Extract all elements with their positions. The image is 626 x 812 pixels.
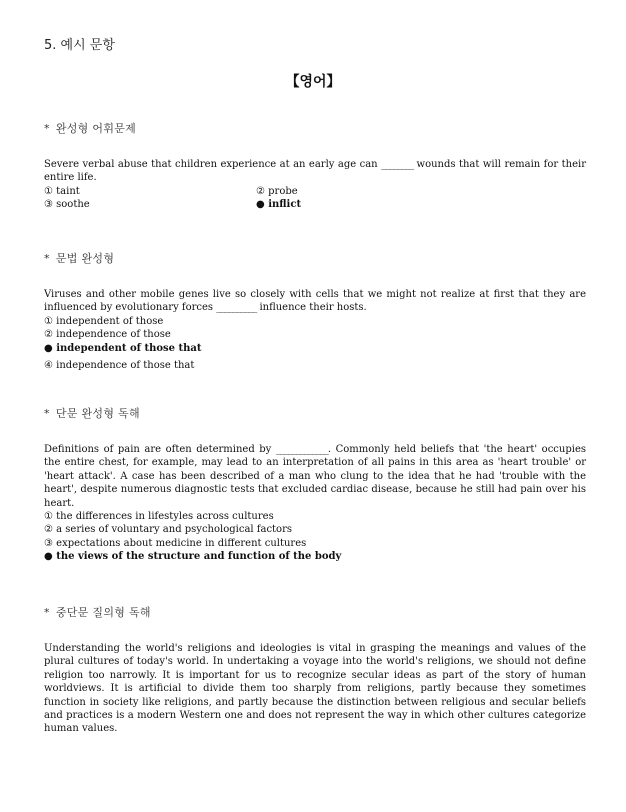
option-marker: ①: [44, 185, 53, 197]
bullet-icon: *: [44, 252, 50, 265]
option-text: a series of voluntary and psychological factors: [56, 524, 292, 536]
question-passage: Understanding the world's religions and ideologies is vital in grasping the meanings and values of the plural cultures of today's world. In undertaking a voyage into the world's religions, we should not define religion too narrowly. It is important for us to recognize secular ideas as part of the story of human worldviews. It is artificial to divide them too sharply from religions, partly because they sometimes function in society like religions, and partly because the distinction between religious and secular beliefs and practices is a modern Western one and does not represent the way in which other cultures categorize human values.: [44, 643, 586, 735]
question-passage: [44, 158, 586, 185]
answer-blank: ________: [381, 159, 414, 170]
option-item: [44, 328, 586, 341]
option-text: the differences in lifestyles across cultures: [56, 511, 274, 523]
option-item: [44, 198, 256, 211]
option-item-correct: [256, 198, 586, 211]
passage-text: wounds that will remain for their entire life.: [44, 159, 586, 184]
option-item-correct: [44, 342, 586, 355]
option-marker: ②: [44, 329, 53, 341]
passage-text: Viruses and other mobile genes live so closely with cells that we might not realize at first that they are influenced by evolutionary forces: [44, 289, 586, 314]
section-title: [44, 604, 586, 620]
bullet-icon: *: [44, 606, 50, 619]
option-marker: ②: [44, 524, 53, 536]
passage-text: . Commonly held beliefs that 'the heart' occupies the entire chest, for example, may lead to an interpretation of all pains in this area as 'heart trouble' or 'heart attack'. A case has been described of a man who clung to the idea that he had 'trouble with the heart', despite numerous diagnostic tests that excluded cardiac disease, because he still had pain over his heart.: [44, 444, 586, 509]
option-text: soothe: [56, 199, 90, 211]
section-title: [44, 405, 586, 421]
option-item: [256, 185, 586, 198]
bullet-icon: *: [44, 407, 50, 420]
option-text: the views of the structure and function of the body: [56, 551, 342, 563]
option-marker: ①: [44, 511, 53, 523]
subject-title: 【영어】: [285, 74, 341, 90]
option-text: inflict: [268, 199, 302, 211]
passage-text: Definitions of pain are often determined by: [44, 444, 272, 455]
question-passage: [44, 443, 586, 510]
option-text: independent of those: [56, 315, 164, 327]
option-text: expectations about medicine in different cultures: [56, 537, 307, 549]
passage-text: Severe verbal abuse that children experience at an early age can: [44, 159, 378, 170]
option-item: [44, 523, 586, 536]
section-title-text: 완성형 어휘문제: [55, 122, 137, 135]
option-item: [44, 359, 586, 372]
option-marker: ③: [44, 199, 53, 211]
section-grammar: [44, 250, 586, 372]
section-title-text: 중단문 질의형 독해: [55, 606, 151, 619]
section-medium-reading: [44, 604, 586, 736]
answer-blank: _____________: [275, 444, 328, 455]
section-title-text: 단문 완성형 독해: [55, 407, 140, 420]
section-title: [44, 250, 586, 266]
option-item: [44, 315, 586, 328]
correct-marker-icon: ●: [44, 342, 53, 354]
answer-blank: __________: [216, 302, 257, 314]
option-marker: ③: [44, 537, 53, 549]
option-item: [44, 510, 586, 523]
correct-marker-icon: ●: [256, 199, 265, 211]
section-vocabulary: [44, 120, 586, 212]
option-list: [44, 315, 586, 373]
option-item: [44, 185, 256, 198]
page-heading: 5. 예시 문항: [44, 38, 115, 53]
option-text: independent of those that: [56, 342, 202, 354]
passage-text: influence their hosts.: [259, 302, 367, 314]
option-text: taint: [56, 185, 80, 197]
section-short-reading: [44, 405, 586, 564]
option-text: probe: [268, 185, 298, 197]
option-item-correct: [44, 550, 586, 563]
option-text: independence of those that: [56, 360, 195, 372]
option-marker: ①: [44, 315, 53, 327]
option-list: [44, 185, 586, 212]
section-title: [44, 120, 586, 136]
section-title-text: 문법 완성형: [55, 252, 115, 265]
option-marker: ④: [44, 360, 53, 372]
option-item: [44, 537, 586, 550]
question-passage: [44, 288, 586, 315]
bullet-icon: *: [44, 122, 50, 135]
option-marker: ②: [256, 185, 265, 197]
option-list: [44, 510, 586, 564]
option-text: independence of those: [56, 329, 171, 341]
correct-marker-icon: ●: [44, 551, 53, 563]
